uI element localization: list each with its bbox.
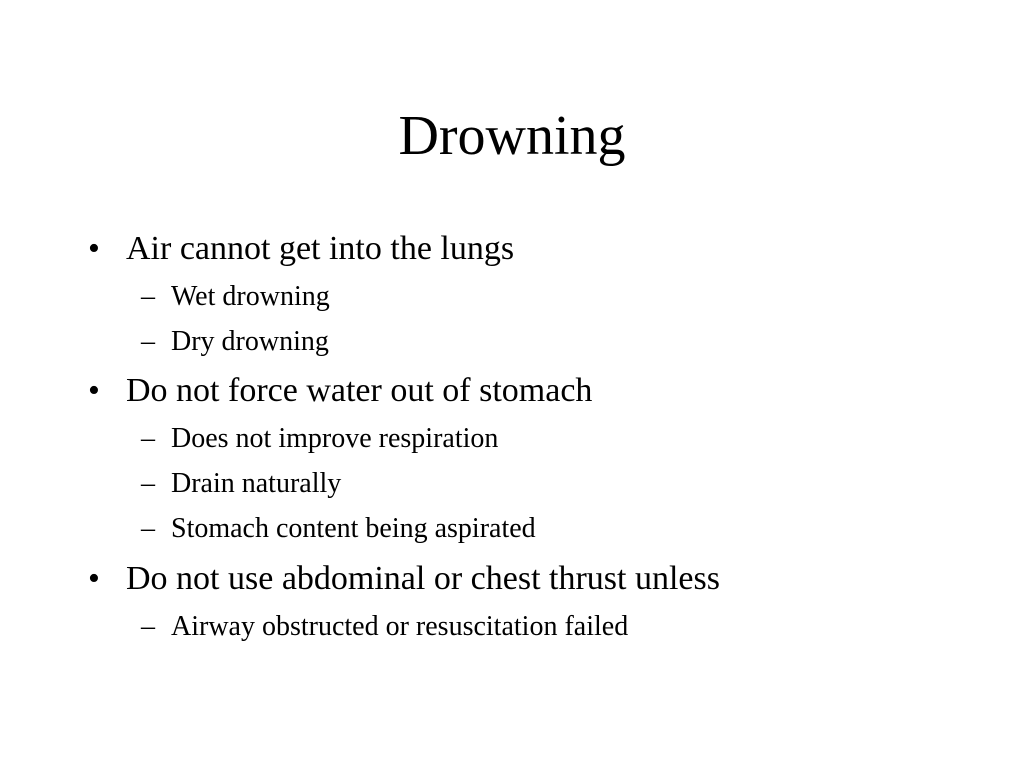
bullet-marker: • [88, 560, 100, 597]
sub-bullet-marker: – [141, 326, 155, 357]
sub-bullet-text: Stomach content being aspirated [171, 513, 536, 544]
sub-bullet-text: Airway obstructed or resuscitation failed [171, 611, 629, 642]
sub-bullet-item [141, 280, 330, 314]
bullet-marker: • [88, 230, 100, 267]
bullet-text: Do not force water out of stomach [126, 372, 593, 409]
sub-bullet-marker: – [141, 468, 155, 499]
sub-bullet-text: Drain naturally [171, 468, 342, 499]
sub-bullet-item [141, 512, 536, 546]
sub-bullet-marker: – [141, 513, 155, 544]
sub-bullet-item [141, 422, 499, 456]
sub-bullet-item [141, 610, 629, 644]
bullet-marker: • [88, 372, 100, 409]
sub-bullet-item [141, 467, 342, 501]
bullet-item [88, 371, 593, 411]
sub-bullet-text: Does not improve respiration [171, 423, 499, 454]
bullet-text: Do not use abdominal or chest thrust unless [126, 560, 720, 597]
sub-bullet-text: Wet drowning [171, 281, 330, 312]
bullet-text: Air cannot get into the lungs [126, 230, 515, 267]
slide-title: Drowning [398, 105, 626, 167]
sub-bullet-text: Dry drowning [171, 326, 329, 357]
sub-bullet-marker: – [141, 423, 155, 454]
bullet-item [88, 229, 515, 269]
sub-bullet-marker: – [141, 611, 155, 642]
sub-bullet-marker: – [141, 281, 155, 312]
sub-bullet-item [141, 325, 329, 359]
bullet-item [88, 559, 720, 599]
